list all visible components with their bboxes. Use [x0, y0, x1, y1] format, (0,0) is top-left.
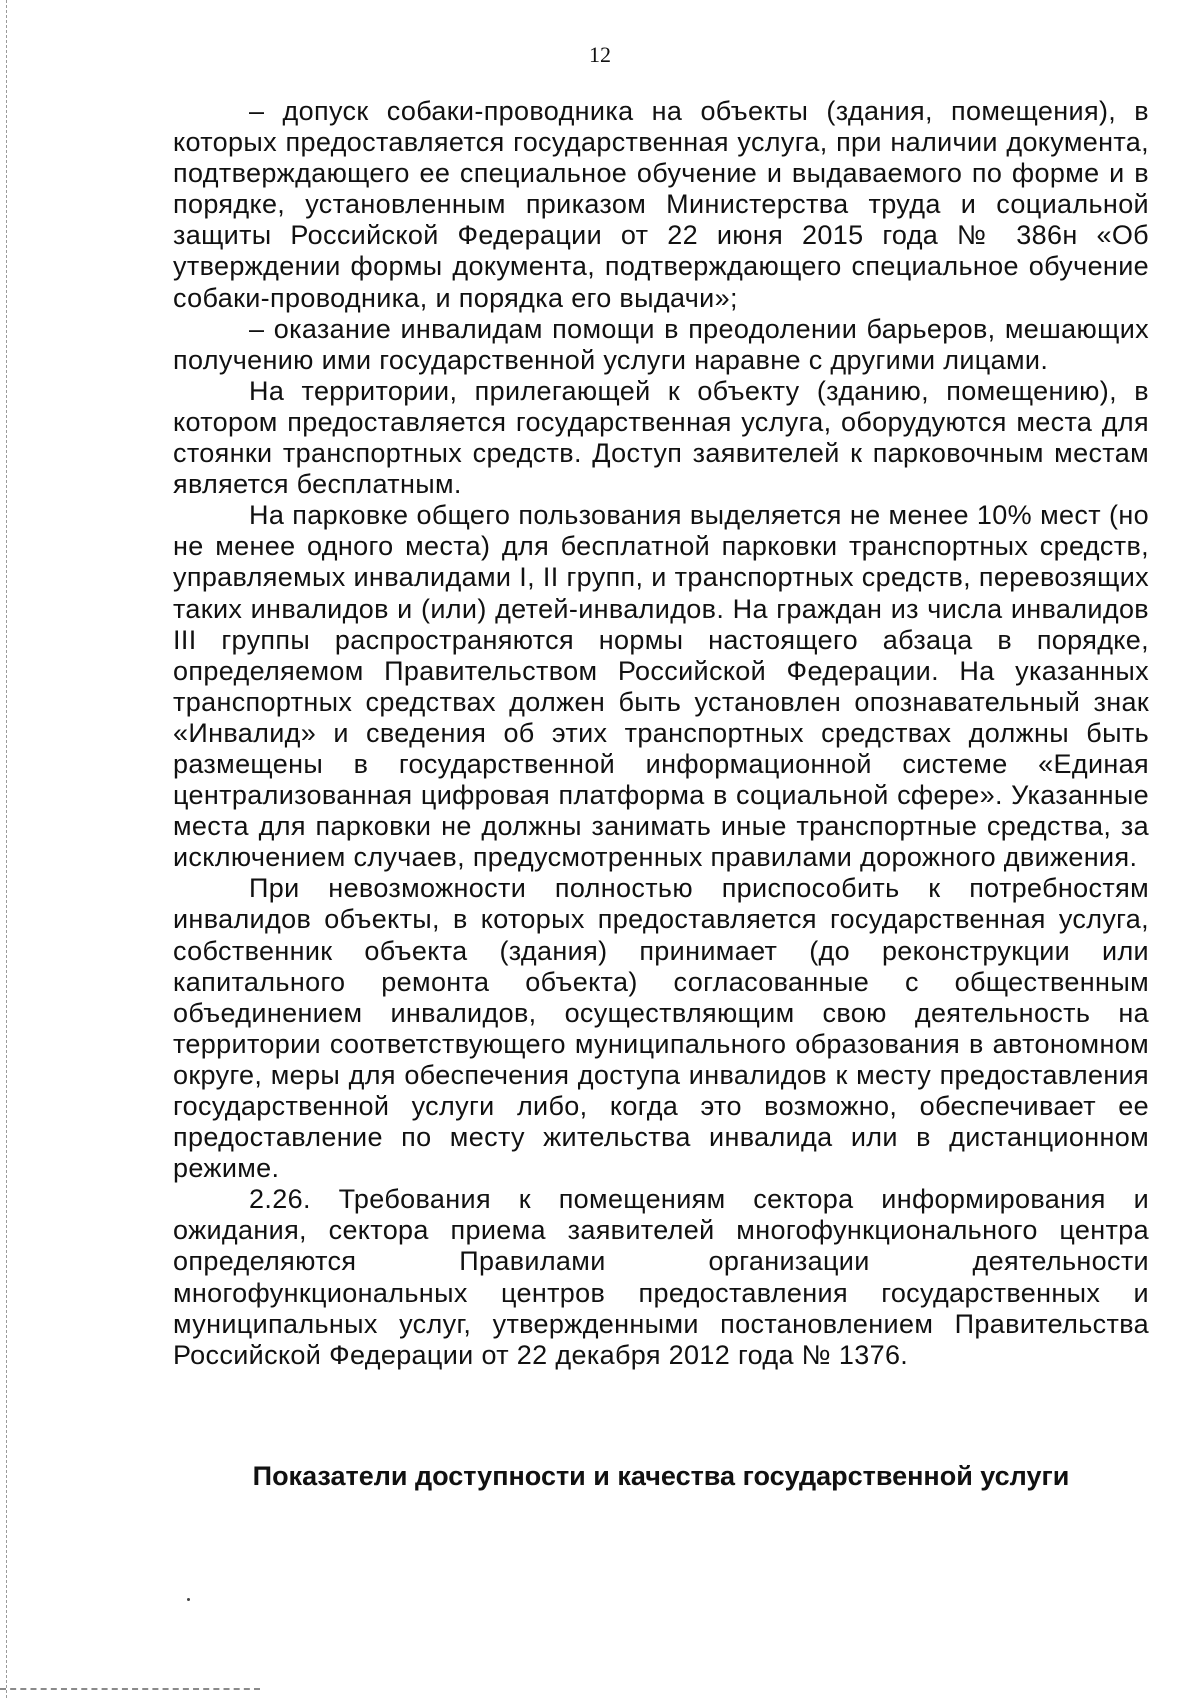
scan-speck — [187, 1598, 190, 1601]
paragraph-assistance: – оказание инвалидам помощи в преодолении барьеров, мешающих получению ими государственной услуги наравне с другими лицами. — [173, 313, 1149, 375]
paragraph-accessibility-measures: При невозможности полностью приспособить к потребностям инвалидов объекты, в которых предоставляется государственная услуга, собственник объекта (здания) принимает (до реконструкции или капитального ремонта объекта) согласованные с общественным объединением инвалидов, осуществляющим свою деятельность на территории соответствующего муниципального образования в автономном округе, меры для обеспечения доступа инвалидов к месту предоставления государственной услуги либо, когда это возможно, обеспечивает ее предоставление по месту жительства инвалида или в дистанционном режиме. — [173, 873, 1149, 1184]
paragraph-parking-quota: На парковке общего пользования выделяется не менее 10% мест (но не менее одного места) для бесплатной парковки транспортных средств, управляемых инвалидами I, II групп, и транспортных средств, перевозящих таких инвалидов и (или) детей-инвалидов. На граждан из числа инвалидов III группы распространяются нормы настоящего абзаца в порядке, определяемом Правительством Российской Федерации. На указанных транспортных средствах должен быть установлен опознавательный знак «Инвалид» и сведения об этих транспортных средствах должны быть размещены в государственной информационной системе «Единая централизованная цифровая платформа в социальной сфере». Указанные места для парковки не должны занимать иные транспортные средства, за исключением случаев, предусмотренных правилами дорожного движения. — [173, 500, 1149, 873]
paragraph-guide-dog: – допуск собаки-проводника на объекты (здания, помещения), в которых предоставляется государственная услуга, при наличии документа, подтверждающего ее специальное обучение и выдаваемого по форме и в порядке, установленным приказом Министерства труда и социальной защиты Российской Федерации от 22 июня 2015 года № 386н «Об утверждении формы документа, подтверждающего специальное обучение собаки-проводника, и порядка его выдачи»; — [173, 96, 1149, 313]
page-number: 12 — [589, 42, 611, 67]
scan-bottom-edge-line — [0, 1688, 260, 1690]
paragraph-parking-area: На территории, прилегающей к объекту (зданию, помещению), в котором предоставляется государственная услуга, оборудуются места для стоянки транспортных средств. Доступ заявителей к парковочным местам является бесплатным. — [173, 375, 1149, 500]
document-body — [173, 96, 1149, 1371]
section-heading: Показатели доступности и качества государственной услуги — [252, 1461, 1070, 1491]
paragraph-2-26-requirements: 2.26. Требования к помещениям сектора информирования и ожидания, сектора приема заявителей многофункционального центра определяются Правилами организации деятельности многофункциональных центров предоставления государственных и муниципальных услуг, утвержденными постановлением Правительства Российской Федерации от 22 декабря 2012 года № 1376. — [173, 1184, 1149, 1370]
scan-left-edge-line — [6, 0, 7, 1698]
